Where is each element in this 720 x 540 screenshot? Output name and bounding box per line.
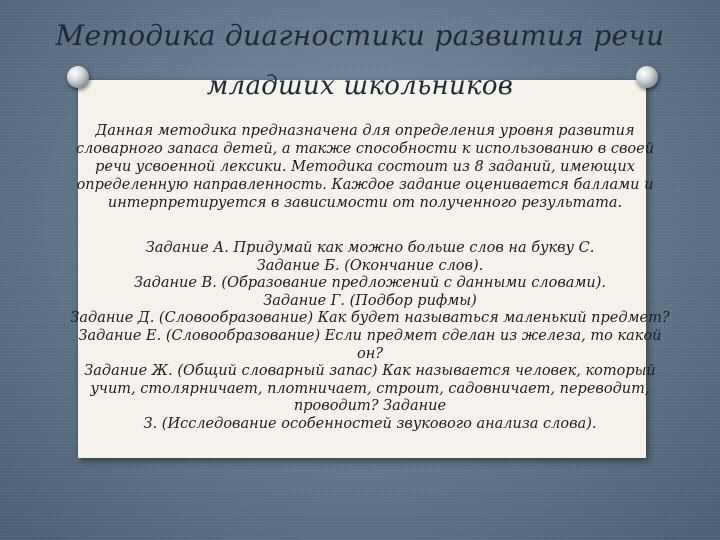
slide-title-line1: Методика диагностики развития речи bbox=[55, 19, 665, 52]
task-item: Задание А. Придумай как можно больше слов на букву С. bbox=[145, 240, 595, 256]
task-list bbox=[70, 240, 670, 434]
task-item: Задание Д. (Словообразование) Как будет называться маленький предмет? bbox=[70, 310, 670, 327]
slide-title-line2: младших школьников bbox=[206, 71, 514, 101]
task-item: Задание Б. (Окончание слов). bbox=[256, 257, 484, 274]
task-item: З. (Исследование особенностей звукового анализа слова). bbox=[143, 415, 597, 432]
task-item: Задание Е. (Словообразование) Если предмет сделан из железа, то какой он? bbox=[78, 327, 662, 362]
task-item: Задание Г. (Подбор рифмы) bbox=[263, 292, 477, 309]
task-item: Задание В. (Образование предложений с данными словами). bbox=[133, 275, 607, 292]
intro-paragraph: Данная методика предназначена для определения уровня развития словарного запаса детей, а также способности к использованию в своей речи усвоенной лексики. Методика состоит из 8 заданий, имеющих определенную направленность. Каждое задание оценивается баллами и интерпретируется в зависимости от полученного результата. bbox=[75, 123, 655, 211]
task-item: Задание Ж. (Общий словарный запас) Как называется человек, который учит, столярничает, плотничает, строит, садовничает, переводит, проводит? Задание bbox=[84, 363, 656, 415]
